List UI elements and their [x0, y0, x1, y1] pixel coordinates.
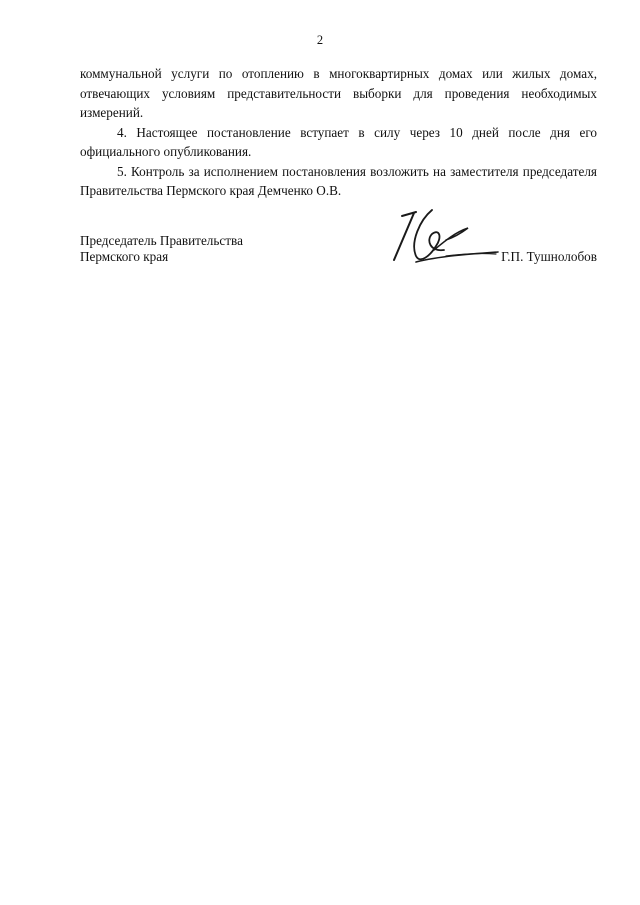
body-text: [80, 64, 597, 201]
signatory-title-line-2: Пермского края: [80, 249, 169, 264]
paragraph-5: 5. Контроль за исполнением постановления возложить на заместителя председателя Правительства Пермского края Демченко О.В.: [80, 163, 597, 198]
page-number: 2: [316, 33, 324, 47]
signatory-title: [80, 233, 243, 265]
signatory-name: Г.П. Тушнолобов: [501, 249, 597, 264]
signatory-title-line-1: Председатель Правительства: [80, 233, 243, 248]
paragraph-continuation: коммунальной услуги по отоплению в многоквартирных домах или жилых домах, отвечающих условиям представительности выборки для проведения необходимых измерений.: [80, 66, 597, 120]
handwritten-signature: [390, 206, 500, 268]
signature-block: [80, 233, 597, 273]
paragraph-4: 4. Настоящее постановление вступает в силу через 10 дней после дня его официального опубликования.: [80, 124, 597, 159]
